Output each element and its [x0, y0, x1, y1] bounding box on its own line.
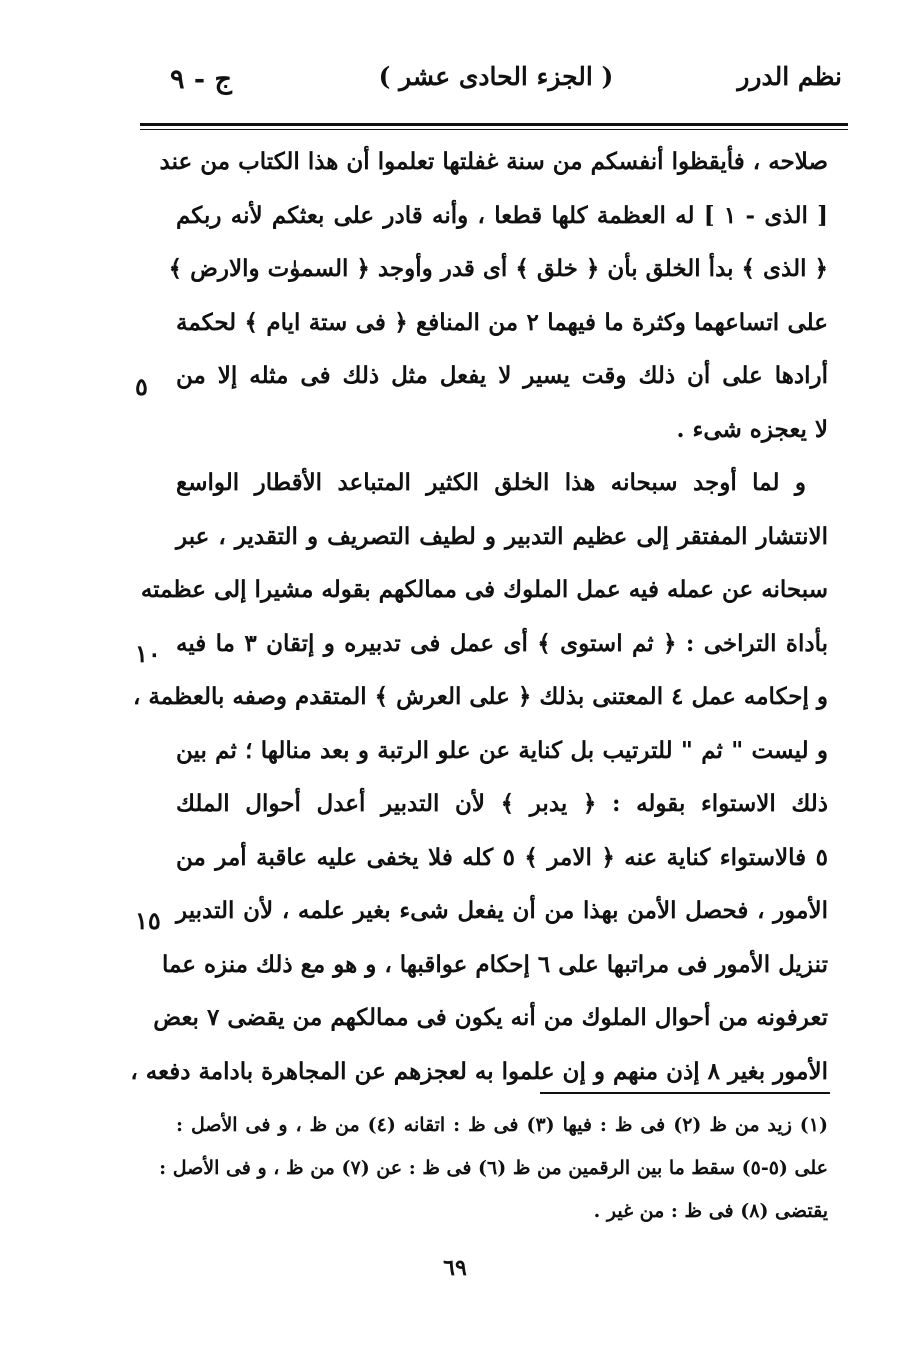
footnote-line: على (٥-٥) سقط ما بين الرقمين من ظ (٦) فى ظ : عن (٧) من ظ ، و فى الأصل : — [159, 1157, 828, 1179]
text-line: سبحانه عن عمله فيه عمل الملوك فى ممالكهم بقوله مشيرا إلى عظمته — [140, 576, 828, 603]
text-line: تنزيل الأمور فى مراتبها على ٦ إحكام عواقبها ، و هو مع ذلك منزه عما — [161, 950, 828, 978]
page-number: ٦٩ — [443, 1255, 467, 1281]
text-line: الأمور بغير ٨ إذن منهم و إن علموا به لعجزهم عن المجاهرة بادامة دفعه ، — [130, 1057, 828, 1085]
text-line: صلاحه ، فأيقظوا أنفسكم من سنة غفلتها تعلموا أن هذا الكتاب من عند — [159, 148, 828, 175]
header-rule-thick — [140, 123, 848, 126]
text-line: ﴿ الذى ﴾ بدأ الخلق بأن ﴿ خلق ﴾ أى قدر وأوجد ﴿ السموٰت والارض ﴾ — [168, 255, 828, 282]
footnote-rule — [540, 1092, 830, 1094]
text-line: الأمور ، فحصل الأمن بهذا من أن يفعل شىء بغير علمه ، لأن التدبير — [176, 897, 828, 924]
text-line: بأداة التراخى : ﴿ ثم استوى ﴾ أى عمل فى تدبيره و إتقان ٣ ما فيه — [176, 629, 829, 657]
text-line: و ليست " ثم " للترتيب بل كناية عن علو الرتبة و بعد منالها ؛ ثم بين — [176, 736, 828, 764]
footnote-line: (١) زيد من ظ (٢) فى ظ : فيها (٣) فى ظ : اتقانه (٤) من ظ ، و فى الأصل : — [176, 1114, 829, 1136]
text-line: و إحكامه عمل ٤ المعتنى بذلك ﴿ على العرش ﴾ المتقدم وصفه بالعظمة ، — [132, 683, 828, 710]
text-line: أرادها على أن ذلك وقت يسير لا يفعل مثل ذلك فى مثله إلا من — [176, 362, 828, 389]
volume-label: ج - ٩ — [170, 64, 232, 95]
text-line: الانتشار المفتقر إلى عظيم التدبير و لطيف التصريف و التقدير ، عبر — [176, 522, 828, 550]
line-number: ١٠ — [135, 639, 161, 668]
line-number: ٥ — [135, 372, 148, 401]
text-line: ذلك الاستواء بقوله : ﴿ يدبر ﴾ لأن التدبير أعدل أحوال الملك — [176, 790, 828, 817]
footnotes — [159, 1104, 829, 1233]
text-line: و لما أوجد سبحانه هذا الخلق الكثير المتباعد الأقطار الواسع — [176, 469, 806, 496]
header-rule-thin — [140, 129, 848, 130]
line-number: ١٥ — [135, 906, 161, 935]
running-header — [150, 62, 842, 112]
text-line: تعرفونه من أحوال الملوك من أنه يكون فى ممالكهم من يقضى ٧ بعض — [153, 1004, 828, 1031]
part-title: ( الجزء الحادى عشر ) — [378, 62, 614, 91]
book-title: نظم الدرر — [737, 62, 842, 91]
text-line: لا يعجزه شىء . — [676, 415, 828, 443]
text-line: ٥ فالاستواء كناية عنه ﴿ الامر ﴾ ٥ كله فلا يخفى عليه عاقبة أمر من — [176, 843, 828, 871]
footnote-line: يقتضى (٨) فى ظ : من غير . — [593, 1200, 828, 1222]
text-line: [ الذى - ١ ] له العظمة كلها قطعا ، وأنه قادر على بعثكم لأنه ربكم — [176, 201, 828, 229]
text-line: على اتساعهما وكثرة ما فيهما ٢ من المنافع ﴿ فى ستة ايام ﴾ لحكمة — [176, 308, 828, 336]
